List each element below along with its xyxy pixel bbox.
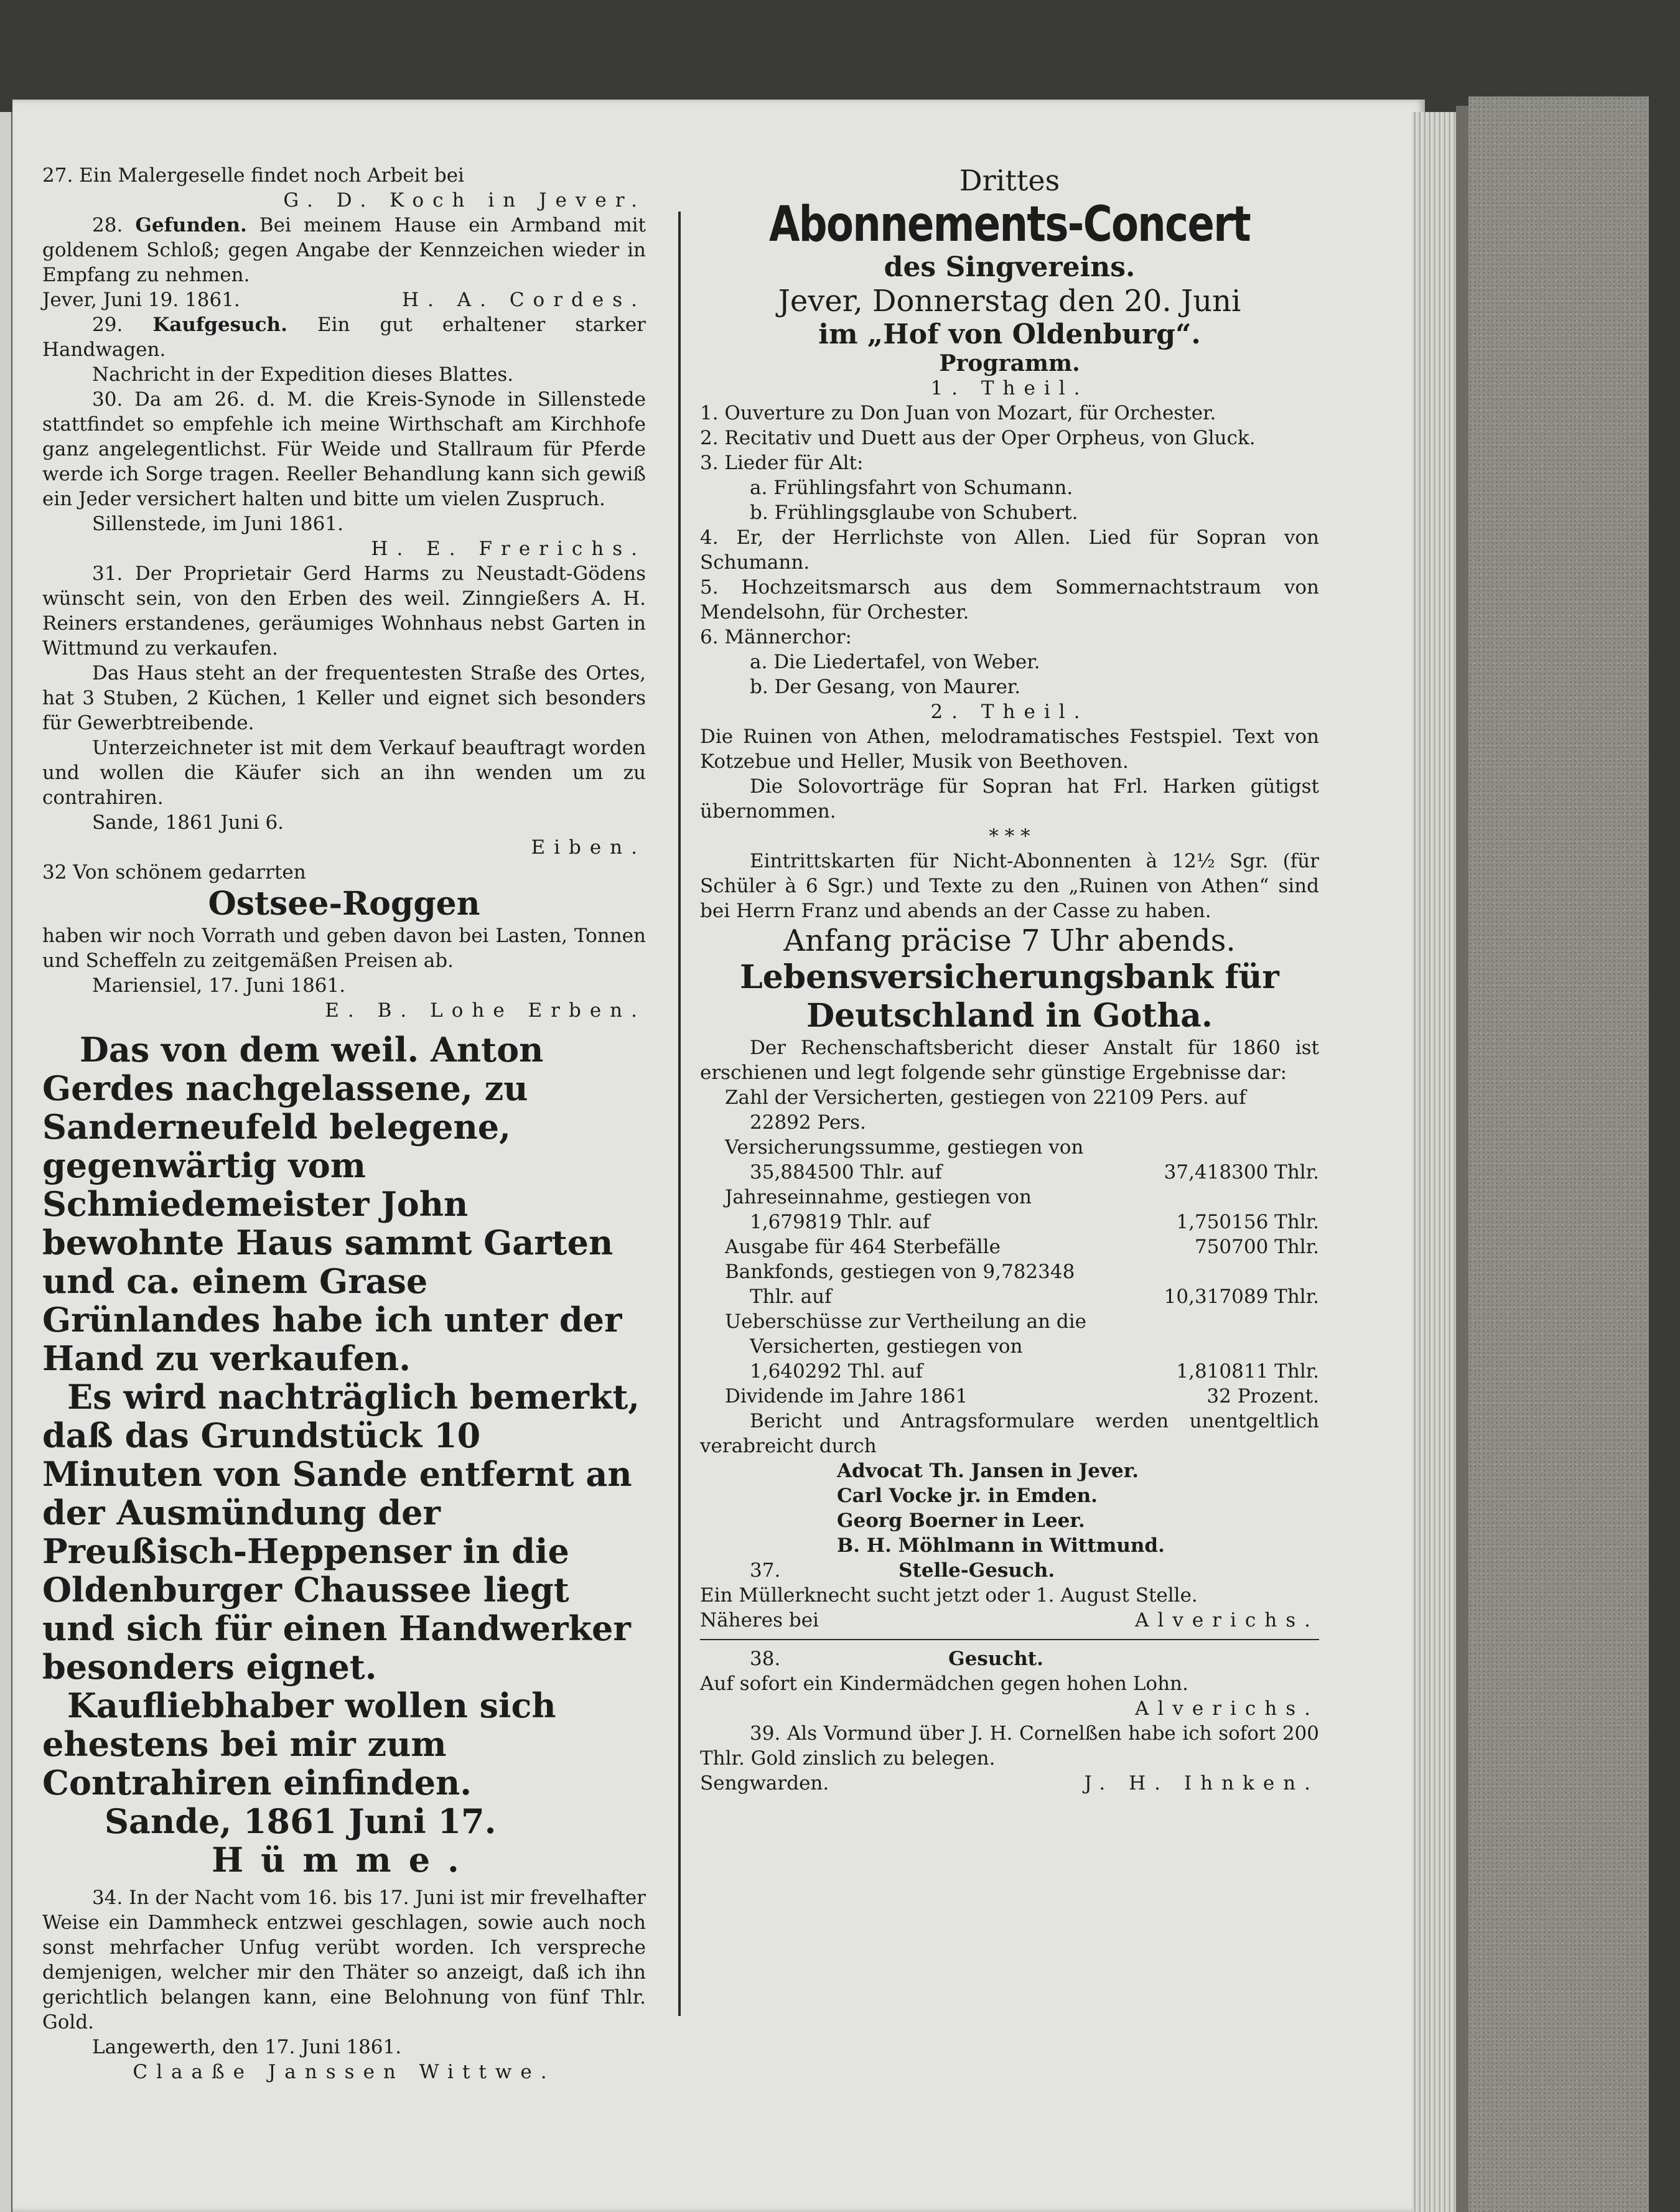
ad-32-signature: E. B. Lohe Erben. [325,999,646,1022]
ad-28 [42,213,646,312]
ad-38-text: Auf sofort ein Kindermädchen gegen hohen Lohn. [700,1673,1188,1695]
ad-27-signature: G. D. Koch in Jever. [283,189,646,212]
program-item: 2. Recitativ und Duett aus der Oper Orpheus, von Gluck. [700,427,1256,449]
concert-title: Abonnements-Concert [768,197,1251,253]
concert-ordinal: Drittes [959,164,1060,197]
ad-33-text-3: Kaufliebhaber wollen sich ehestens bei mir zum Contrahiren einfinden. [42,1686,556,1803]
bank-value-from: 35,884500 Thlr. auf [750,1161,943,1183]
ad-39-place: Sengwarden. [700,1772,829,1794]
program-item: 3. Lieder für Alt: [700,452,864,474]
bank-agent: Advocat Th. Jansen in Jever. [837,1460,1139,1482]
ad-33 [42,1030,646,1879]
ad-38-number: 38. [750,1648,781,1670]
program-part-1: 1. Theil. [930,377,1089,399]
bank-title-2: Deutschland in Gotha. [806,997,1213,1035]
program-item: 5. Hochzeitsmarsch aus dem Sommernachtstraum von Mendelsohn, für Orchester. [700,576,1319,623]
bank-line: Versicherungssumme, gestiegen von [725,1136,1084,1159]
program-part-2: 2. Theil. [930,701,1089,723]
bank-line: Zahl der Versicherten, gestiegen von 22109 Pers. auf [725,1086,1246,1109]
ad-30-signature: H. E. Frerichs. [371,538,646,560]
concert-venue: im „Hof von Oldenburg“. [818,319,1201,350]
ad-34-place: Langewerth, den 17. Juni 1861. [92,2036,402,2058]
left-column [42,163,646,2084]
ad-32-heading: Ostsee-Roggen [208,885,480,923]
bank-line: Dividende im Jahre 1861 [725,1385,968,1407]
ad-28-number: 28. [92,214,123,236]
ad-30-place: Sillenstede, im Juni 1861. [92,513,343,535]
separator-stars: * * * [989,825,1030,847]
ad-29-number: 29. [92,314,123,336]
bank-value-from: Thlr. auf [750,1286,832,1308]
column-divider [678,212,681,2016]
ticket-info: Eintrittskarten für Nicht-Abonnenten à 12½ Sgr. (für Schüler à 6 Sgr.) und Texte zu den „Ruinen von Athen“ sind bei Herrn Franz und abends an der Casse zu haben. [700,850,1319,922]
ad-32-text: 32 Von schönem gedarrten [42,861,306,884]
bank-value-to: 37,418300 Thlr. [1164,1161,1319,1183]
ad-27 [42,163,646,213]
bank-value-to: 1,750156 Thlr. [1176,1211,1319,1233]
ad-37-note: Näheres bei [700,1609,819,1631]
bank-title: Lebensversicherungsbank für [740,958,1279,996]
bank-value-from: 1,640292 Thl. auf [750,1360,923,1383]
ad-30-text: 30. Da am 26. d. M. die Kreis-Synode in Sillenstede stattfindet so empfehle ich meine Wirthschaft am Kirchhofe ganz angelegentlichst. Für Weide und Stallraum für Pferde werde ich Sorge tragen. Reeller Behandlung kann sich gewiß ein Jeder versichert halten und bitte um vielen Zuspruch. [42,388,646,510]
right-column [700,163,1319,1796]
bank-line: Versicherten, gestiegen von [750,1335,1023,1358]
ad-28-heading: Gefunden. [135,214,247,236]
ad-37-heading: Stelle-Gesuch. [898,1559,1055,1582]
bank-value-from: 1,679819 Thlr. auf [750,1211,930,1233]
ad-33-text-2: Es wird nachträglich bemerkt, daß das Grundstück 10 Minuten von Sande entfernt an der Ausmündung der Preußisch-Heppenser in die Oldenburger Chaussee liegt und sich für einen Handwerker besonders eignet. [42,1377,640,1687]
bank-intro: Der Rechenschaftsbericht dieser Anstalt für 1860 ist erschienen und legt folgende sehr günstige Ergebnisse dar: [700,1037,1319,1084]
ad-39-text: 39. Als Vormund über J. H. Cornelßen habe ich sofort 200 Thlr. Gold zinslich zu belegen. [700,1722,1319,1770]
ad-33-text: Das von dem weil. Anton Gerdes nachgelassene, zu Sanderneufeld belegene, gegenwärtig vom Schmiedemeister John bewohnte Haus sammt Garten und ca. einem Grase Grünlandes habe ich unter der Hand zu verkaufen. [42,1030,622,1378]
ad-29-heading: Kaufgesuch. [152,314,287,336]
bank-line: Ausgabe für 464 Sterbefälle [725,1236,1001,1258]
ad-28-place: Jever, Juni 19. 1861. [42,289,240,311]
book-spine-edge [1456,106,1470,2212]
adjacent-page-edge [0,112,12,2212]
ad-32 [42,860,646,1023]
bank-line: Bankfonds, gestiegen von 9,782348 [725,1261,1075,1283]
ad-37-signature: Alverichs. [1135,1609,1319,1631]
program-item: 6. Männerchor: [700,626,852,648]
bank-line: Jahreseinnahme, gestiegen von [725,1186,1032,1208]
insurance-ad [700,958,1319,1558]
ad-34-signature: Claaße Janssen Wittwe. [133,2061,556,2083]
ad-31-place: Sande, 1861 Juni 6. [92,811,284,834]
bank-agent: Carl Vocke jr. in Emden. [837,1485,1098,1507]
ad-34 [42,1885,646,2084]
program-subitem: b. Frühlingsglaube von Schubert. [750,502,1078,524]
program-item: 4. Er, der Herrlichste von Allen. Lied für Sopran von Schumann. [700,526,1319,574]
bank-value-to: 10,317089 Thlr. [1164,1286,1319,1308]
bank-line: Ueberschüsse zur Vertheilung an die [725,1310,1087,1333]
ad-31 [42,561,646,860]
bank-value-to: 32 Prozent. [1206,1385,1319,1407]
bank-agent: B. H. Möhlmann in Wittmund. [837,1534,1165,1557]
section-rule [700,1639,1319,1640]
bank-line: 22892 Pers. [750,1111,866,1134]
ad-29-text: Ein gut erhaltener starker Handwagen. [42,314,646,361]
concert-ad [700,163,1319,958]
ad-28-text: Bei meinem Hause ein Armband mit goldenem Schloß; gegen Angabe der Kennzeichen wieder in Empfang zu nehmen. [42,214,646,286]
bank-agent: Georg Boerner in Leer. [837,1510,1085,1532]
program-subitem: a. Die Liedertafel, von Weber. [750,651,1040,673]
ad-31-text-3: Unterzeichneter ist mit dem Verkauf beauftragt worden und wollen die Käufer sich an ihn wenden um zu contrahiren. [42,737,646,809]
ad-38-signature: Alverichs. [1135,1697,1319,1720]
ad-39 [700,1721,1319,1796]
ad-31-text: 31. Der Proprietair Gerd Harms zu Neustadt-Gödens wünscht sein, von den Erben des weil. Zinngießers A. H. Reiners erstandenes, geräumiges Wohnhaus nebst Garten in Wittmund zu verkaufen. [42,562,646,660]
ad-29 [42,312,646,387]
ad-38 [700,1646,1319,1721]
ad-38-heading: Gesucht. [948,1648,1043,1670]
start-time: Anfang präcise 7 Uhr abends. [783,923,1236,958]
ad-32-place: Mariensiel, 17. Juni 1861. [92,974,346,997]
bank-value-to: 1,810811 Thlr. [1176,1360,1319,1383]
ad-33-place: Sande, 1861 Juni 17. [105,1801,497,1841]
program-subitem: a. Frühlingsfahrt von Schumann. [750,477,1073,499]
program-heading: Programm. [939,350,1080,376]
ad-28-signature: H. A. Cordes. [402,289,646,311]
ad-32-body: haben wir noch Vorrath und geben davon bei Lasten, Tonnen und Scheffeln zu zeitgemäßen Preisen ab. [42,925,646,972]
concert-society: des Singvereins. [884,251,1136,283]
book-cover [1468,96,1649,2212]
program-solo-note: Die Solovorträge für Sopran hat Frl. Harken gütigst übernommen. [700,775,1319,823]
ad-29-note: Nachricht in der Expedition dieses Blattes. [92,363,514,386]
ad-37-number: 37. [750,1559,781,1582]
ad-30 [42,387,646,561]
program-ruinen: Die Ruinen von Athen, melodramatisches Festspiel. Text von Kotzebue und Heller, Musik von Beethoven. [700,726,1319,773]
ad-39-signature: J. H. Ihnken. [1084,1772,1319,1794]
ad-37 [700,1558,1319,1633]
ad-27-text: 27. Ein Malergeselle findet noch Arbeit bei [42,164,464,187]
ad-34-text: 34. In der Nacht vom 16. bis 17. Juni ist mir frevelhafter Weise ein Dammheck entzwei geschlagen, sowie auch noch sonst mehrfacher Unfug verübt worden. Ich verspreche demjenigen, welcher mir den Thäter so anzeigt, daß ich ihn gerichtlich belangen kann, eine Belohnung von fünf Thlr. Gold. [42,1887,646,2033]
ad-37-text: Ein Müllerknecht sucht jetzt oder 1. August Stelle. [700,1584,1198,1607]
ad-31-signature: Eiben. [531,836,646,859]
concert-date: Jever, Donnerstag den 20. Juni [778,284,1241,319]
bank-value-to: 750700 Thlr. [1194,1236,1319,1258]
ad-33-signature: Hümme. [212,1840,477,1880]
bank-note: Bericht und Antragsformulare werden unentgeltlich verabreicht durch [700,1410,1319,1457]
program-subitem: b. Der Gesang, von Maurer. [750,676,1021,698]
ad-31-text-2: Das Haus steht an der frequentesten Straße des Ortes, hat 3 Stuben, 2 Küchen, 1 Keller und eignet sich besonders für Gewerbtreibende. [42,662,646,734]
program-item: 1. Ouverture zu Don Juan von Mozart, für Orchester. [700,402,1216,424]
